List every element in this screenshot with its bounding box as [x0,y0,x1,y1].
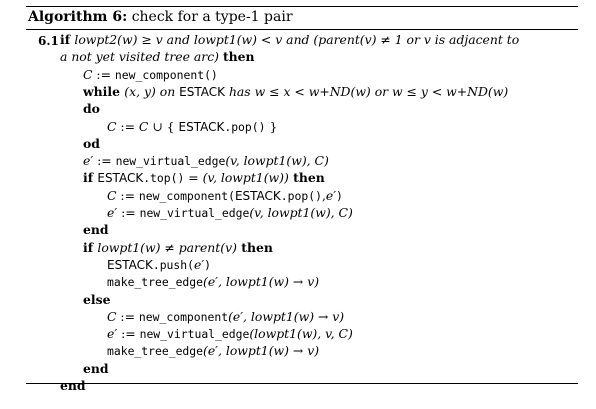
code-line [60,378,86,394]
code-token: := [93,153,116,169]
code-token: := [92,66,115,82]
code-token: , [321,187,326,203]
code-line [60,49,255,65]
code-token: new_component [138,309,229,324]
code-line [107,119,277,135]
code-token: lowpt1(w) ≠ parent(v) [97,239,237,255]
code-token: e′ [107,326,118,342]
code-token: C [107,118,117,134]
code-token: e′ [83,153,94,169]
algorithm-title [28,9,293,25]
code-token: (v, lowpt1(w)) [202,170,289,186]
code-line [107,205,353,221]
code-token: ) [204,257,212,272]
line-number: 6.1 [38,34,59,48]
bottom-rule [26,383,578,384]
code-token: (v, lowpt1(w), C) [249,205,353,220]
code-token: .pop() [280,188,322,203]
code-token: .top() [143,171,185,186]
header-rule [26,29,578,30]
code-token: := [116,118,139,134]
code-token: od [83,135,100,151]
code-token: ESTACK [178,119,225,134]
code-token: if [60,32,75,47]
code-line [107,188,343,204]
code-token: C [107,308,117,324]
top-rule [26,6,578,7]
code-line [83,222,109,238]
code-token: ESTACK [234,188,281,203]
code-line [83,292,110,308]
code-token: := [116,187,139,203]
code-token: new_component( [138,188,235,203]
algorithm-label: Algorithm 6: [28,9,128,25]
code-token: := [116,308,139,324]
code-token: end [83,360,109,376]
code-line [107,257,211,273]
code-token: := [117,326,140,342]
code-token: then [236,239,273,255]
code-token: C [83,66,93,82]
code-line [107,343,319,359]
code-line [83,67,218,83]
code-line [83,101,100,117]
code-line [83,361,109,377]
code-line [107,274,319,290]
code-token: e′ [107,205,118,220]
code-line [83,136,100,152]
code-line [107,309,344,325]
code-token: while [83,83,125,99]
code-token: e′ [325,187,337,203]
code-token: C [107,187,117,203]
code-line [60,32,519,48]
code-token: end [83,222,109,238]
code-token: } [265,118,278,134]
code-token: then [222,49,255,65]
code-line [83,240,273,256]
code-token: else [83,291,111,307]
code-token: (x, y) on [124,83,180,99]
code-token: do [83,101,100,117]
code-token: end [60,378,86,393]
code-token: ESTACK [179,84,225,99]
code-line [83,84,508,100]
code-line [83,153,329,169]
code-token: := [117,205,140,220]
code-line [107,326,353,342]
code-token: e′ [194,256,205,272]
code-token: ESTACK [107,257,153,272]
code-token: make_tree_edge [107,275,204,290]
code-token: .push( [152,257,194,272]
code-token: a not yet visited tree arc) [60,49,223,65]
code-token: (e′, lowpt1(w) → v) [228,308,345,324]
code-token: .pop() [224,119,266,134]
code-token: (e′, lowpt1(w) → v) [203,343,320,359]
code-token: (v, lowpt1(w), C) [225,153,329,169]
code-token: = [184,170,203,186]
code-token: make_tree_edge [107,344,204,359]
algorithm-caption: check for a type-1 pair [131,9,293,25]
code-token: ∪ { [148,118,179,134]
code-token: has w ≤ x < w+ND(w) or w ≤ y < w+ND(w) [225,83,509,99]
code-token: C [138,118,149,134]
code-token: if [83,239,98,255]
code-line [83,170,325,186]
code-token: new_virtual_edge [139,327,250,342]
code-token: ) [336,188,343,203]
code-token: lowpt2(w) ≥ v and lowpt1(w) < v and (parent(v) ≠ 1 or v is adjacent to [74,32,520,47]
code-token: then [288,170,325,186]
code-token: new_component() [114,67,218,82]
code-token: new_virtual_edge [139,206,250,220]
code-token: ESTACK [97,171,144,186]
code-token: if [83,170,98,186]
code-token: (lowpt1(w), v, C) [249,326,353,342]
code-token: (e′, lowpt1(w) → v) [203,274,320,290]
code-token: new_virtual_edge [115,154,226,169]
